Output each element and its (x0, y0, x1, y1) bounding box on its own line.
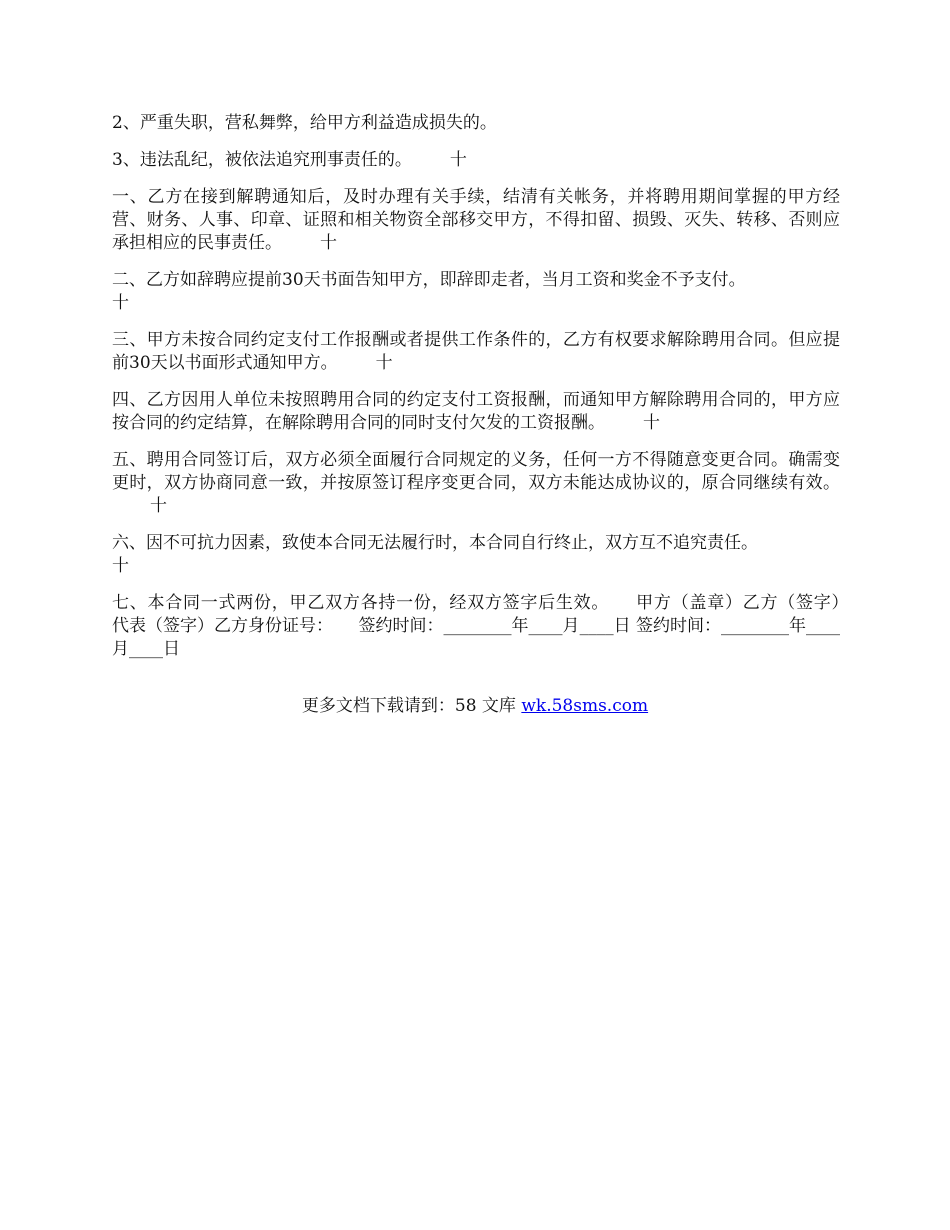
paragraph (112, 112, 840, 135)
paragraph-text: 一、乙方在接到解聘通知后，及时办理有关手续，结清有关帐务，并将聘用期间掌握的甲方经营、财务、人事、印章、证照和相关物资全部移交甲方，不得扣留、损毁、灭失、转移、否则应承担相应的民事责任。 (112, 187, 840, 253)
paragraph-text: 五、聘用合同签订后，双方必须全面履行合同规定的义务，任何一方不得随意变更合同。确需变更时，双方协商同意一致，并按原签订程序变更合同，双方未能达成协议的，原合同继续有效。 (112, 450, 840, 493)
download-footer (0, 695, 950, 718)
cross-mark: 十 (112, 556, 129, 576)
cross-mark: 十 (449, 150, 467, 170)
paragraph (112, 532, 840, 578)
cross-mark: 十 (375, 353, 393, 373)
contract-body (112, 112, 874, 675)
paragraph (112, 149, 840, 172)
footer-text: 更多文档下载请到：58 文库 (301, 696, 522, 716)
paragraph-text: 3、违法乱纪，被依法追究刑事责任的。 (112, 150, 412, 170)
paragraph (112, 329, 840, 375)
paragraph-text: 七、本合同一式两份，甲乙双方各持一份，经双方签字后生效。 甲方（盖章）乙方（签字） 代表（签字）乙方身份证号： 签约时间：________年____月____日 签约时间：________年____月____日 (112, 593, 874, 659)
cross-mark: 十 (643, 413, 660, 433)
paragraph-text: 2、严重失职，营私舞弊，给甲方利益造成损失的。 (112, 113, 497, 133)
paragraph-text: 二、乙方如辞聘应提前30天书面告知甲方，即辞即走者，当月工资和奖金不予支付。 (112, 270, 746, 290)
footer-link[interactable]: wk.58sms.com (521, 696, 649, 716)
paragraph (112, 389, 840, 435)
cross-mark: 十 (320, 233, 337, 253)
paragraph (112, 449, 840, 518)
cross-mark: 十 (112, 293, 129, 313)
cross-mark: 十 (150, 496, 167, 516)
paragraph-text: 六、因不可抗力因素，致使本合同无法履行时，本合同自行终止，双方互不追究责任。 (112, 533, 758, 553)
paragraph-text: 三、甲方未按合同约定支付工作报酬或者提供工作条件的，乙方有权要求解除聘用合同。但应提前30天以书面形式通知甲方。 (112, 330, 840, 373)
paragraph (112, 186, 840, 255)
paragraph-text: 四、乙方因用人单位未按照聘用合同的约定支付工资报酬，而通知甲方解除聘用合同的，甲方应按合同的约定结算，在解除聘用合同的同时支付欠发的工资报酬。 (112, 390, 840, 433)
paragraph (112, 269, 840, 315)
paragraph (112, 592, 874, 661)
